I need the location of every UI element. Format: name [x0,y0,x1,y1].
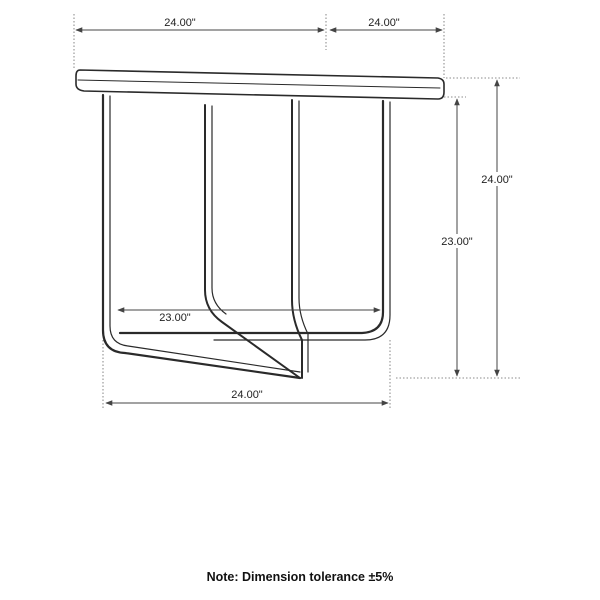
front-left-leg [103,95,300,378]
dim-base-width-label: 24.00" [231,389,263,401]
back-left-leg-inner [212,106,226,314]
tabletop-edge [78,80,440,88]
dim-leg-height [434,97,480,376]
right-front-leg [120,101,383,333]
dim-leg-height-label: 23.00" [441,236,473,248]
back-left-leg [205,105,300,378]
back-right-leg [292,100,302,378]
dimension-tolerance-note: Note: Dimension tolerance ±5% [206,570,394,584]
dim-overall-height [396,78,520,378]
dim-base-width [103,340,390,410]
dim-top-depth-label: 24.00" [368,17,400,29]
table-illustration [76,70,444,378]
dim-top-depth [326,14,444,78]
dim-overall-height-label: 24.00" [481,174,513,186]
dim-top-width [74,14,324,70]
right-front-leg-inner [214,102,390,340]
dim-base-inner-width [118,310,380,324]
back-right-leg-inner [299,101,308,372]
dim-top-width-label: 24.00" [164,17,196,29]
dim-base-inner-width-label: 23.00" [159,312,191,324]
